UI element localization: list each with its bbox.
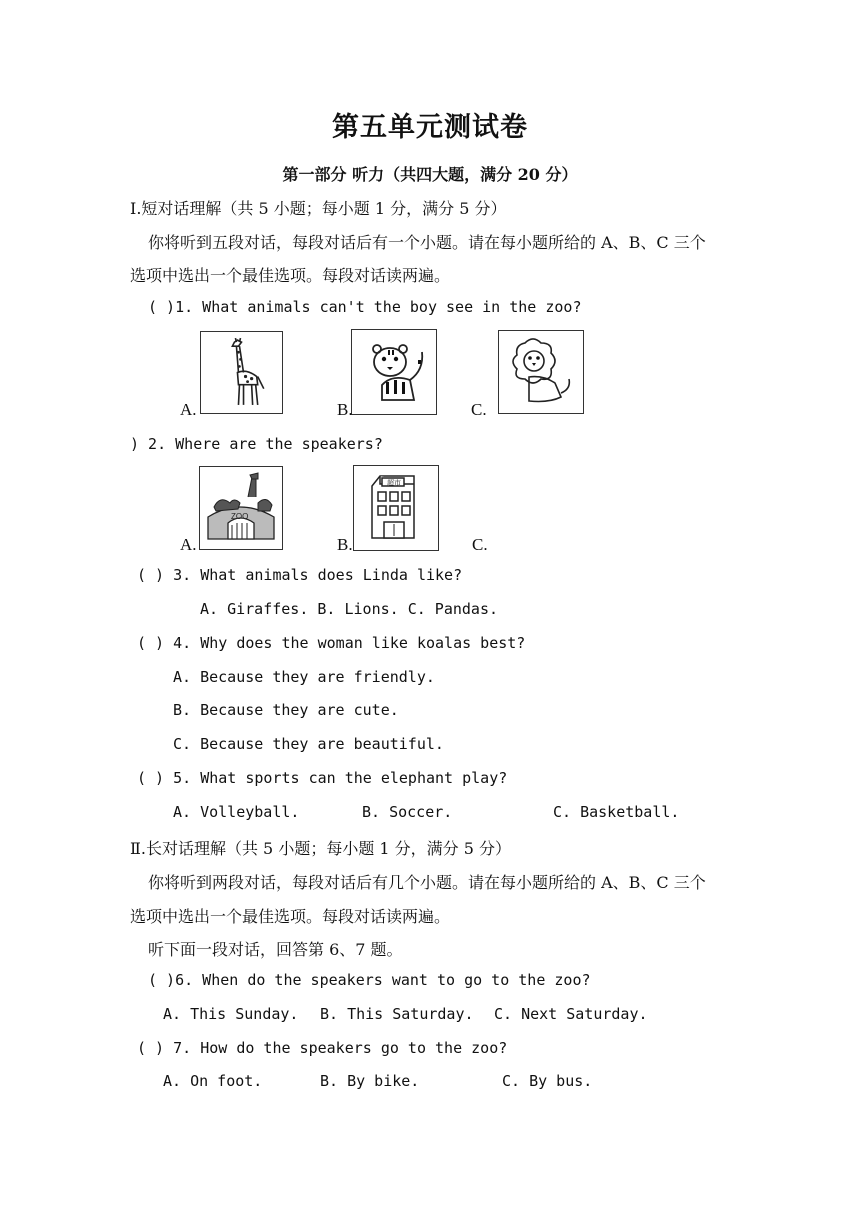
section2-heading: Ⅱ.长对话理解（共 5 小题；每小题 1 分，满分 5 分） (130, 839, 512, 858)
page-title: 第五单元测试卷 (332, 112, 528, 143)
question-2-stem: ) 2. Where are the speakers? (130, 435, 383, 453)
lion-icon[interactable] (498, 330, 584, 414)
q7-option-b: B. By bike. (320, 1072, 420, 1090)
q5-option-a: A. Volleyball. (173, 803, 300, 821)
q7-option-a: A. On foot. (163, 1072, 263, 1090)
giraffe-drawing (201, 332, 282, 413)
q7-option-c: C. By bus. (502, 1072, 593, 1090)
supermarket-sign: 超市 (387, 479, 401, 487)
q2-option-c-label: C. (472, 535, 488, 554)
dialogue-intro: 听下面一段对话，回答第 6、7 题。 (148, 940, 403, 959)
section1-instruction: 你将听到五段对话，每段对话后有一个小题。请在每小题所给的 A、B、C 三个 (148, 233, 706, 252)
q1-option-a-label: A. (180, 400, 197, 419)
part-subtitle: 第一部分 听力（共四大题，满分 20 分） (282, 165, 578, 184)
q3-options: A. Giraffes. B. Lions. C. Pandas. (200, 600, 499, 618)
q5-option-c: C. Basketball. (553, 803, 680, 821)
q6-option-c: C. Next Saturday. (494, 1005, 648, 1023)
tiger-icon[interactable] (351, 329, 437, 415)
zoo-gate-icon[interactable] (199, 466, 283, 550)
zoo-gate-drawing (200, 467, 282, 549)
q2-option-a-label: A. (180, 535, 197, 554)
section2-instruction-cont: 选项中选出一个最佳选项。每段对话读两遍。 (130, 907, 451, 926)
question-1-stem: ( )1. What animals can't the boy see in the zoo? (148, 298, 582, 316)
q1-option-c-label: C. (471, 400, 487, 419)
question-7-stem: ( ) 7. How do the speakers go to the zoo? (137, 1039, 508, 1057)
q4-option-a: A. Because they are friendly. (173, 668, 435, 686)
section1-heading: I.短对话理解（共 5 小题；每小题 1 分，满分 5 分） (130, 199, 507, 218)
svg-text:ZOO: ZOO (231, 512, 249, 521)
q5-option-b: B. Soccer. (362, 803, 453, 821)
question-6-stem: ( )6. When do the speakers want to go to the zoo? (148, 971, 591, 989)
lion-drawing (499, 331, 583, 413)
giraffe-icon[interactable] (200, 331, 283, 414)
question-3-stem: ( ) 3. What animals does Linda like? (137, 566, 463, 584)
q4-option-c: C. Because they are beautiful. (173, 735, 444, 753)
supermarket-icon[interactable] (353, 465, 439, 551)
section1-instruction-cont: 选项中选出一个最佳选项。每段对话读两遍。 (130, 266, 451, 285)
q1-option-b-label: B. (337, 400, 353, 419)
q6-option-a: A. This Sunday. (163, 1005, 299, 1023)
q4-option-b: B. Because they are cute. (173, 701, 399, 719)
tiger-drawing (352, 330, 436, 414)
supermarket-drawing (354, 466, 438, 550)
q6-option-b: B. This Saturday. (320, 1005, 474, 1023)
section2-instruction: 你将听到两段对话，每段对话后有几个小题。请在每小题所给的 A、B、C 三个 (148, 873, 706, 892)
question-4-stem: ( ) 4. Why does the woman like koalas best? (137, 634, 526, 652)
q2-option-b-label: B. (337, 535, 353, 554)
question-5-stem: ( ) 5. What sports can the elephant play? (137, 769, 508, 787)
